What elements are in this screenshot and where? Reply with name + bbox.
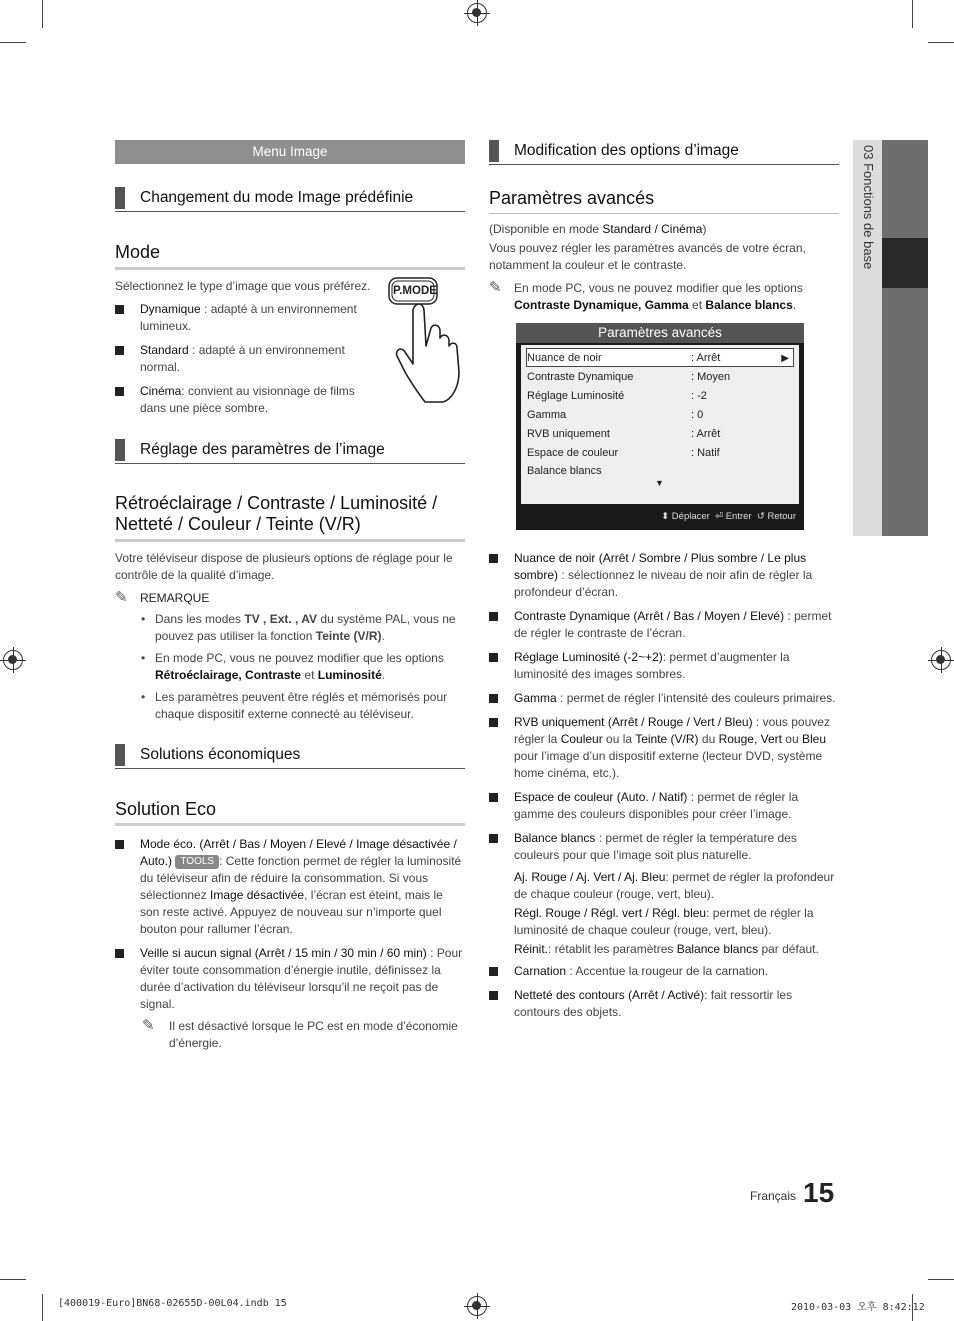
subhead-image-options: Modification des options d’image (489, 138, 839, 165)
enter-icon: ⏎ (715, 510, 724, 522)
print-slug-left: [400019-Euro]BN68-02655D-00L04.indb 15 (58, 1298, 287, 1309)
registration-mark-icon (467, 1296, 487, 1316)
osd-row-color-space[interactable]: Espace de couleur : Natif (527, 446, 720, 459)
remarque-heading: ✎ REMARQUE (115, 588, 210, 606)
left-column (115, 140, 465, 1052)
menu-title-bar: Menu Image (115, 140, 465, 164)
remarque-bullet-2: • En mode PC, vous ne pouvez modifier que les options Rétroéclairage, Contraste et Luminosité. (115, 650, 465, 684)
advanced-intro: Vous pouvez régler les paramètres avancés de votre écran, notamment la couleur et le contraste. (489, 240, 806, 272)
pc-mode-note: ✎ En mode PC, vous ne pouvez modifier que les options Contraste Dynamique, Gamma et Balance blancs. (489, 278, 803, 312)
osd-row-rgb-only[interactable]: RVB uniquement : Arrêt (527, 427, 721, 440)
osd-row-white-balance[interactable]: Balance blancs (527, 464, 602, 477)
scroll-down-icon[interactable]: ▼ (655, 477, 664, 488)
osd-row-brightness[interactable]: Réglage Luminosité : -2 (527, 389, 707, 402)
mode-title: Mode (115, 242, 465, 270)
chapter-tab-marker (882, 238, 928, 288)
registration-mark-icon (931, 650, 951, 670)
subhead-mode-change: Changement du mode Image prédéfinie (115, 185, 465, 212)
eco-item-mode: Mode éco. (Arrêt / Bas / Moyen / Elevé / Image désactivée / Auto.) TOOLS : Cette fonction permet de régler la luminosité du téléviseur afin de réduire la consommation. Si vous sélectionnez Image désactivée, l’écran est éteint, mais le son reste activé. Appuyez de nouveau sur n’importe quel bouton pour rallumer l’écran. (115, 836, 465, 938)
tools-badge: TOOLS (175, 855, 219, 869)
eco-item-standby: Veille si aucun signal (Arrêt / 15 min / 30 min / 60 min) : Pour éviter toute consommation d’énergie inutile, définissez la durée d’activation du téléviseur lorsqu’il ne reçoit pas de signal. (115, 945, 465, 1013)
advanced-title: Paramètres avancés (489, 188, 839, 214)
adv-item-gamma: Gamma : permet de régler l’intensité des couleurs primaires. (489, 690, 839, 707)
remarque-bullet-3: • Les paramètres peuvent être réglés et mémorisés pour chaque dispositif externe connecté au téléviseur. (115, 689, 465, 723)
osd-advanced-menu (516, 323, 804, 530)
osd-row-black-tone[interactable]: Nuance de noir : Arrêt ▶ (526, 348, 794, 367)
crop-mark (0, 42, 26, 43)
adv-item-color-space: Espace de couleur (Auto. / Natif) : permet de régler la gamme des couleurs disponibles pour créer l’image. (489, 789, 839, 823)
chapter-tab-bar (882, 140, 928, 536)
osd-body (521, 345, 799, 504)
crop-mark (928, 42, 954, 43)
osd-row-dynamic-contrast[interactable]: Contraste Dynamique : Moyen (527, 370, 731, 383)
pmode-button-label: P.MODE (393, 284, 437, 297)
osd-row-gamma[interactable]: Gamma : 0 (527, 408, 704, 421)
adv-item-rgb-only: RVB uniquement (Arrêt / Rouge / Vert / Bleu) : vous pouvez régler la Couleur ou la Teinte (V/R) du Rouge, Vert ou Bleu pour l’image d’un dispositif externe (lecteur DVD, système home cinéma, etc.). (489, 714, 839, 782)
crop-mark (42, 0, 43, 28)
return-icon: ↺ (756, 510, 765, 522)
availability-note: (Disponible en mode Standard / Cinéma) (489, 221, 707, 236)
crop-mark (42, 1294, 43, 1321)
osd-footer: ⬍ Déplacer ⏎ Entrer ↺ Retour (661, 510, 796, 522)
crop-mark (912, 0, 913, 28)
print-slug-right: 2010-03-03 오후 8:42:12 (791, 1302, 925, 1313)
arrow-right-icon: ▶ (781, 352, 789, 364)
mode-intro: Sélectionnez le type d’image que vous préférez. (115, 278, 371, 293)
right-column (489, 140, 839, 1021)
adv-item-edge-enhancement: Netteté des contours (Arrêt / Activé): fait ressortir les contours des objets. (489, 987, 839, 1021)
adv-item-brightness: Réglage Luminosité (-2~+2): permet d’augmenter la luminosité des images sombres. (489, 649, 839, 683)
mode-item-dynamique: Dynamique : adapté à un environnement lumineux. (115, 301, 365, 335)
subhead-eco-solutions: Solutions économiques (115, 742, 465, 769)
adv-item-skin-tone: Carnation : Accentue la rougeur de la carnation. (489, 963, 839, 980)
chapter-tab-label: 03 Fonctions de base (861, 145, 876, 270)
mode-item-standard: Standard : adapté à un environnement normal. (115, 342, 365, 376)
eco-note: ✎ Il est désactivé lorsque le PC est en mode d’économie d’énergie. (142, 1017, 458, 1051)
crop-mark (0, 1279, 26, 1280)
retro-title: Rétroéclairage / Contraste / Luminosité / Netteté / Couleur / Teinte (V/R) (115, 493, 465, 542)
wb-sub-1: Aj. Rouge / Aj. Vert / Aj. Bleu: permet de régler la profondeur de chaque couleur (rouge, vert, bleu). (514, 869, 835, 901)
updown-icon: ⬍ (661, 510, 670, 522)
eco-title: Solution Eco (115, 799, 465, 827)
mode-section (115, 278, 465, 417)
pencil-icon: ✎ (489, 278, 502, 296)
adv-item-white-balance: Balance blancs : permet de régler la température des couleurs pour que l’image soit plus naturelle. (489, 830, 839, 864)
retro-intro: Votre téléviseur dispose de plusieurs options de réglage pour le contrôle de la qualité d’image. (115, 550, 453, 582)
subhead-picture-settings: Réglage des paramètres de l’image (115, 437, 465, 464)
footer-language: Français (750, 1189, 797, 1203)
crop-mark (928, 1279, 954, 1280)
page-number: 15 (803, 1177, 835, 1208)
wb-sub-2: Régl. Rouge / Régl. vert / Régl. bleu: permet de régler la luminosité de chaque couleur (rouge, vert, bleu). (514, 905, 814, 937)
osd-title: Paramètres avancés (516, 323, 804, 343)
mode-item-cinema: Cinéma: convient au visionnage de films dans une pièce sombre. (115, 383, 365, 417)
wb-sub-3: Réinit.: rétablit les paramètres Balance blancs par défaut. (514, 941, 819, 956)
registration-mark-icon (467, 3, 487, 23)
registration-mark-icon (3, 650, 23, 670)
pencil-icon: ✎ (115, 588, 128, 606)
adv-item-black-tone: Nuance de noir (Arrêt / Sombre / Plus sombre / Le plus sombre) : sélectionnez le niveau de noir afin de régler la profondeur d’écran. (489, 550, 839, 601)
pencil-icon: ✎ (142, 1017, 155, 1035)
remarque-bullet-1: • Dans les modes TV , Ext. , AV du système PAL, vous ne pouvez pas utiliser la fonction Teinte (V/R). (115, 611, 465, 645)
adv-item-dynamic-contrast: Contraste Dynamique (Arrêt / Bas / Moyen / Elevé) : permet de régler le contraste de l’écran. (489, 608, 839, 642)
